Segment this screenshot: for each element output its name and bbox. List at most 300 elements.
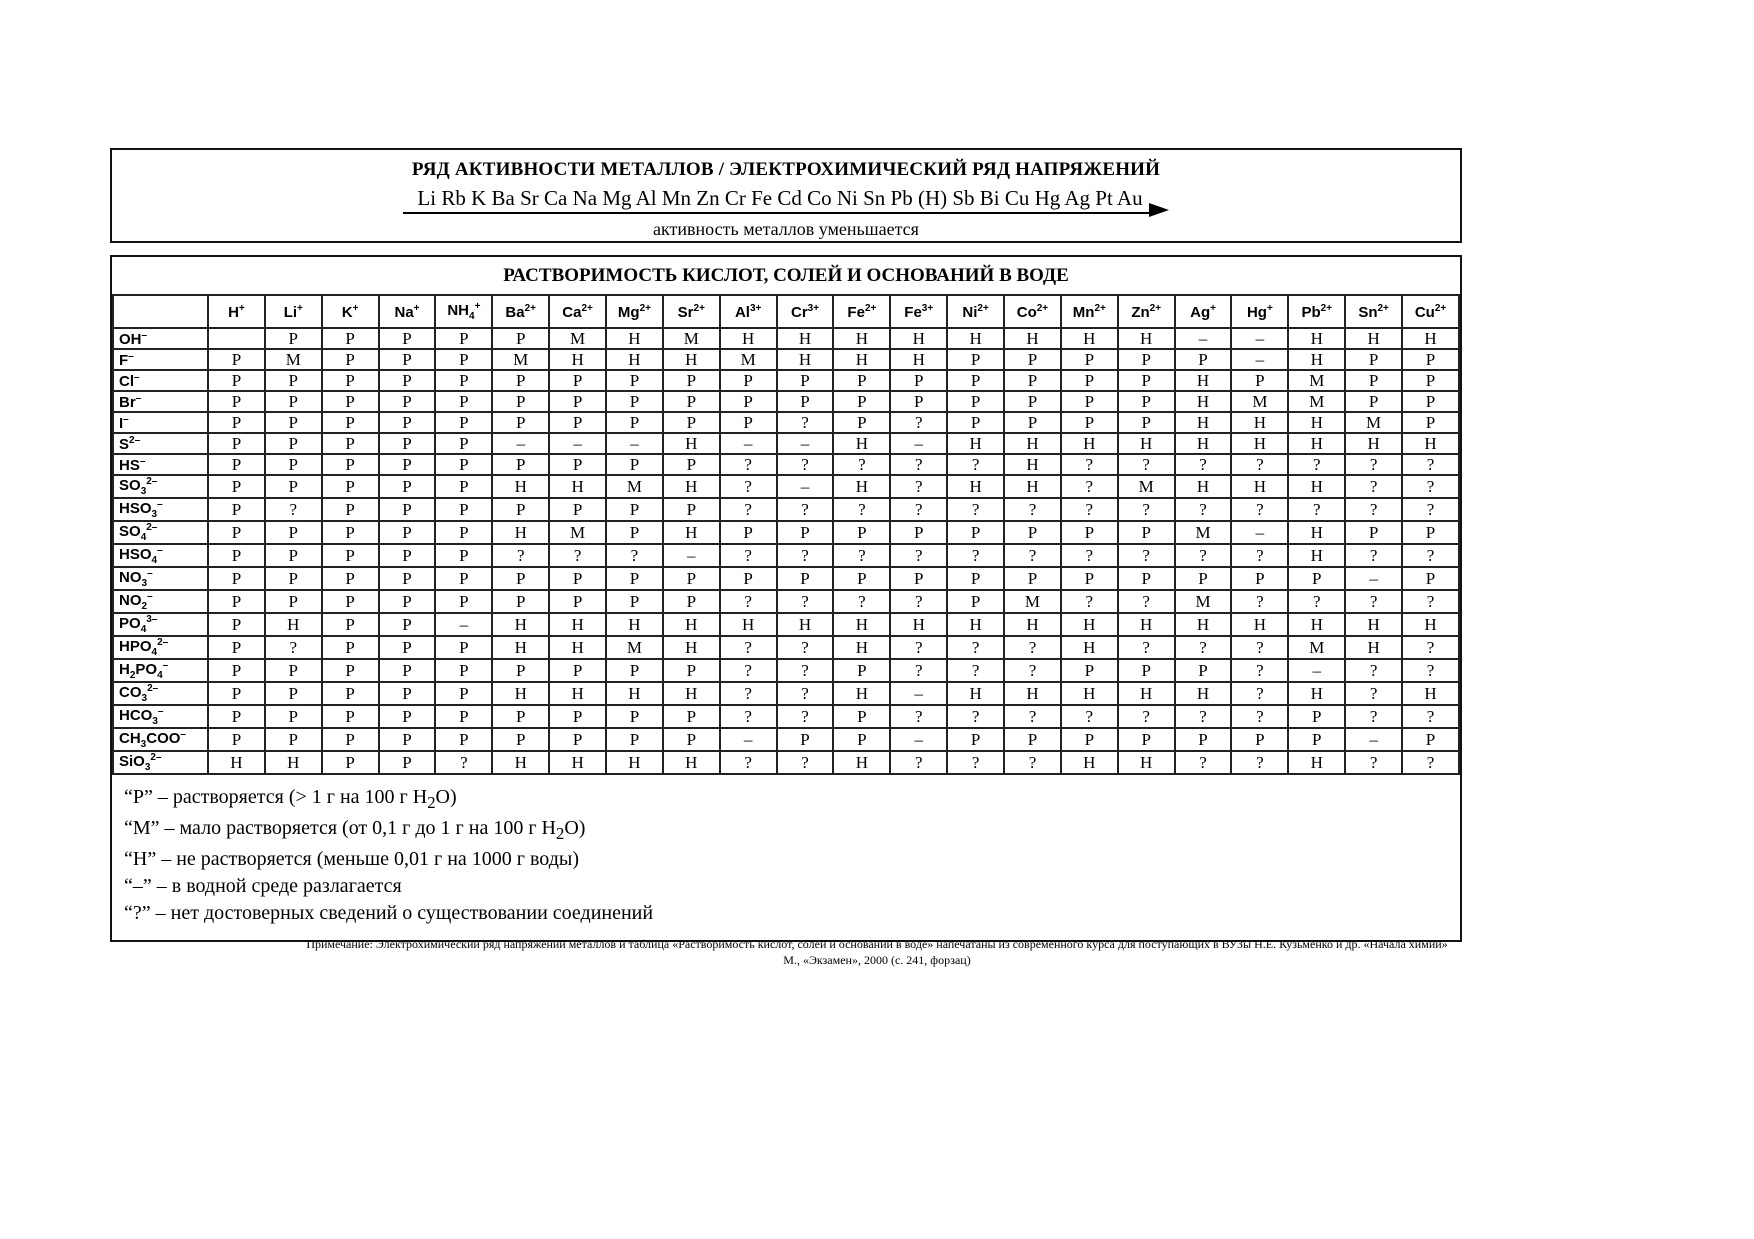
solubility-cell: Р (833, 659, 890, 682)
legend-line: “Р” – растворяется (> 1 г на 100 г $H_2O$) (124, 786, 457, 812)
solubility-cell: Р (606, 498, 663, 521)
solubility-cell: Р (1118, 370, 1175, 391)
solubility-cell: Р (379, 391, 436, 412)
solubility-cell: Н (1004, 433, 1061, 454)
solubility-cell: ? (777, 412, 834, 433)
solubility-cell: Р (1061, 412, 1118, 433)
solubility-cell: Р (890, 521, 947, 544)
solubility-cell: Р (606, 370, 663, 391)
solubility-cell: Р (1118, 659, 1175, 682)
solubility-cell: Р (322, 498, 379, 521)
activity-series-box (110, 148, 1462, 243)
anion-label: $HSO_4^-$ (113, 544, 208, 567)
solubility-cell: Р (322, 636, 379, 659)
solubility-cell: Н (606, 751, 663, 774)
solubility-cell: Р (379, 433, 436, 454)
cation-header: $Al^{3+}$ (720, 295, 777, 328)
activity-series-elements: Li Rb K Ba Sr Ca Na Mg Al Mn Zn Cr Fe Cd Co Ni Sn Pb (H) Sb Bi Cu Hg Ag Pt Au (403, 185, 1154, 214)
solubility-cell: Р (379, 705, 436, 728)
solubility-cell: Р (1118, 412, 1175, 433)
anion-row (113, 728, 1459, 751)
solubility-cell: ? (1402, 544, 1459, 567)
solubility-cell: Р (1004, 728, 1061, 751)
solubility-cell: Р (1231, 567, 1288, 590)
solubility-cell: ? (1288, 454, 1345, 475)
solubility-cell: ? (890, 498, 947, 521)
solubility-cell: Н (1288, 433, 1345, 454)
solubility-cell: Р (265, 412, 322, 433)
legend-line: “?” – нет достоверных сведений о существовании соединений (124, 901, 654, 924)
solubility-cell: Н (663, 433, 720, 454)
solubility-cell: ? (833, 590, 890, 613)
solubility-cell: Р (265, 544, 322, 567)
solubility-cell: Р (208, 613, 265, 636)
solubility-cell: Р (208, 454, 265, 475)
solubility-cell: ? (720, 682, 777, 705)
solubility-cell: Р (435, 590, 492, 613)
solubility-cell: Р (435, 498, 492, 521)
solubility-cell: Р (208, 521, 265, 544)
solubility-cell: Р (1004, 567, 1061, 590)
solubility-cell: ? (1231, 682, 1288, 705)
solubility-cell: Р (549, 705, 606, 728)
anion-label: $NO_3^-$ (113, 567, 208, 590)
solubility-cell: ? (1231, 544, 1288, 567)
solubility-cell: Р (663, 728, 720, 751)
solubility-cell: М (492, 349, 549, 370)
anion-row (113, 391, 1459, 412)
solubility-cell: Р (208, 705, 265, 728)
solubility-cell: Р (1288, 705, 1345, 728)
solubility-cell: – (890, 728, 947, 751)
solubility-cell: Р (947, 521, 1004, 544)
solubility-cell: ? (777, 544, 834, 567)
solubility-cell: Р (947, 590, 1004, 613)
solubility-cell: Р (777, 391, 834, 412)
solubility-cell: Р (265, 728, 322, 751)
solubility-cell: Р (379, 544, 436, 567)
footnote-line1: Примечание: Электрохимический ряд напряжений металлов и таблица «Растворимость кислот, солей и оснований в воде» напечатаны из современного курса для поступающих в ВУЗы Н.Е. Кузьменко и др. «Начала химии» (306, 937, 1448, 951)
legend-line: “М” – мало растворяется (от 0,1 г до 1 г на 100 г $H_2O$) (124, 816, 586, 843)
solubility-cell: ? (1004, 659, 1061, 682)
solubility-cell: Р (435, 521, 492, 544)
cation-header: $Pb^{2+}$ (1288, 295, 1345, 328)
solubility-cell: Р (265, 454, 322, 475)
solubility-cell: Р (1402, 567, 1459, 590)
solubility-cell: ? (1061, 475, 1118, 498)
anion-row (113, 682, 1459, 705)
cation-header: $NH_4^+$ (435, 295, 492, 328)
solubility-cell: ? (777, 751, 834, 774)
cation-header: $Co^{2+}$ (1004, 295, 1061, 328)
solubility-cell: Р (435, 636, 492, 659)
solubility-cell: Р (435, 412, 492, 433)
solubility-cell: Н (1288, 521, 1345, 544)
solubility-cell: Р (1345, 370, 1402, 391)
solubility-cell: Р (1402, 728, 1459, 751)
solubility-cell: Н (777, 613, 834, 636)
solubility-cell: Н (1345, 433, 1402, 454)
solubility-cell: ? (720, 751, 777, 774)
solubility-cell: Р (947, 370, 1004, 391)
solubility-cell: Р (1004, 349, 1061, 370)
solubility-cell: ? (1175, 544, 1232, 567)
solubility-cell: Р (322, 751, 379, 774)
anion-row (113, 590, 1459, 613)
solubility-cell: Р (1004, 521, 1061, 544)
solubility-cell: Н (1288, 328, 1345, 349)
solubility-cell: Н (833, 682, 890, 705)
solubility-cell: М (1004, 590, 1061, 613)
solubility-cell: Н (663, 751, 720, 774)
anion-row (113, 705, 1459, 728)
solubility-cell: Р (606, 590, 663, 613)
solubility-cell: Н (1118, 682, 1175, 705)
solubility-cell: ? (1175, 636, 1232, 659)
solubility-cell: Р (265, 391, 322, 412)
solubility-cell: ? (1402, 659, 1459, 682)
solubility-cell: Р (947, 567, 1004, 590)
footnote-line2: М., «Экзамен», 2000 (с. 241, форзац) (783, 953, 971, 968)
anion-label: $CO_3^{2-}$ (113, 682, 208, 705)
solubility-cell: ? (1004, 751, 1061, 774)
solubility-cell: Р (549, 370, 606, 391)
solubility-cell: – (1288, 659, 1345, 682)
solubility-cell: ? (720, 544, 777, 567)
solubility-cell: М (606, 475, 663, 498)
solubility-cell: Р (435, 433, 492, 454)
solubility-cell: Н (1231, 433, 1288, 454)
solubility-cell: Р (833, 412, 890, 433)
solubility-cell: Р (379, 370, 436, 391)
solubility-cell: Н (549, 349, 606, 370)
solubility-cell: Р (322, 659, 379, 682)
solubility-cell: Н (492, 682, 549, 705)
solubility-cell: Р (379, 659, 436, 682)
solubility-cell: Н (1231, 475, 1288, 498)
solubility-cell: Р (1004, 370, 1061, 391)
solubility-cell: Н (1175, 613, 1232, 636)
solubility-cell: Р (1175, 349, 1232, 370)
solubility-cell: ? (1345, 705, 1402, 728)
solubility-cell: Н (1288, 412, 1345, 433)
solubility-cell: ? (1345, 475, 1402, 498)
solubility-cell: Н (606, 682, 663, 705)
solubility-cell: Р (208, 370, 265, 391)
solubility-cell: Р (1345, 349, 1402, 370)
solubility-cell: Р (379, 636, 436, 659)
solubility-cell: Р (663, 498, 720, 521)
solubility-cell: ? (777, 636, 834, 659)
solubility-cell: ? (1175, 498, 1232, 521)
solubility-cell: Н (549, 636, 606, 659)
solubility-cell: Н (1004, 682, 1061, 705)
solubility-cell: ? (1345, 544, 1402, 567)
solubility-cell: ? (1402, 705, 1459, 728)
solubility-cell: – (720, 433, 777, 454)
solubility-cell: Р (379, 590, 436, 613)
solubility-cell: ? (720, 590, 777, 613)
solubility-cell: Р (720, 412, 777, 433)
solubility-cell: Р (549, 567, 606, 590)
solubility-cell: – (777, 433, 834, 454)
solubility-cell: Н (833, 349, 890, 370)
solubility-cell: Р (663, 412, 720, 433)
solubility-cell: ? (1061, 544, 1118, 567)
cation-header: K+ (322, 295, 379, 328)
solubility-cell: ? (1231, 454, 1288, 475)
solubility-cell: Р (1402, 370, 1459, 391)
solubility-cell: – (890, 433, 947, 454)
solubility-cell: Н (1118, 328, 1175, 349)
anion-row (113, 370, 1459, 391)
solubility-cell: Р (322, 567, 379, 590)
anion-label: OH– (113, 328, 208, 349)
solubility-cell: Н (947, 613, 1004, 636)
solubility-cell: Р (435, 705, 492, 728)
solubility-cell: Н (833, 613, 890, 636)
solubility-cell: ? (1345, 751, 1402, 774)
solubility-cell: Р (606, 412, 663, 433)
solubility-cell: Р (322, 412, 379, 433)
solubility-cell: Н (1288, 751, 1345, 774)
solubility-cell: Р (322, 682, 379, 705)
cation-header: Hg+ (1231, 295, 1288, 328)
legend (112, 775, 1460, 940)
solubility-cell: Н (833, 433, 890, 454)
solubility-cell: Н (1345, 613, 1402, 636)
solubility-cell: ? (720, 705, 777, 728)
solubility-cell: Н (890, 349, 947, 370)
anion-row (113, 433, 1459, 454)
solubility-cell: Р (265, 521, 322, 544)
solubility-cell: Р (208, 433, 265, 454)
solubility-cell: Р (606, 705, 663, 728)
solubility-cell: Н (663, 521, 720, 544)
activity-series-title: РЯД АКТИВНОСТИ МЕТАЛЛОВ / ЭЛЕКТРОХИМИЧЕСКИЙ РЯД НАПРЯЖЕНИЙ (411, 159, 1161, 180)
solubility-cell: М (663, 328, 720, 349)
anion-row (113, 659, 1459, 682)
anion-label: $SO_3^{2-}$ (113, 475, 208, 498)
solubility-cell: Н (833, 328, 890, 349)
solubility-cell: Н (1175, 391, 1232, 412)
solubility-cell: Н (549, 475, 606, 498)
solubility-cell: Р (1345, 391, 1402, 412)
solubility-cell: Р (1061, 521, 1118, 544)
solubility-cell: Н (492, 751, 549, 774)
solubility-cell: Р (777, 728, 834, 751)
solubility-cell: Р (1061, 567, 1118, 590)
solubility-cell: ? (265, 636, 322, 659)
solubility-cell: Р (379, 412, 436, 433)
solubility-cell: Н (777, 349, 834, 370)
solubility-cell: Р (265, 590, 322, 613)
solubility-cell: ? (777, 454, 834, 475)
solubility-cell: Р (777, 567, 834, 590)
solubility-cell: Н (1288, 682, 1345, 705)
solubility-cell: Р (208, 590, 265, 613)
solubility-cell: – (720, 728, 777, 751)
solubility-cell: Р (379, 682, 436, 705)
solubility-cell: Н (833, 751, 890, 774)
solubility-cell: ? (890, 636, 947, 659)
anion-row (113, 544, 1459, 567)
solubility-cell: ? (720, 454, 777, 475)
anion-row (113, 567, 1459, 590)
anion-row (113, 751, 1459, 774)
solubility-cell: Р (890, 370, 947, 391)
solubility-cell: Р (663, 705, 720, 728)
solubility-cell: Р (606, 728, 663, 751)
solubility-cell: Р (947, 728, 1004, 751)
solubility-cell: ? (1118, 705, 1175, 728)
solubility-cell: Р (1231, 370, 1288, 391)
solubility-cell: ? (777, 705, 834, 728)
solubility-cell: Р (1118, 567, 1175, 590)
solubility-cell: Р (492, 328, 549, 349)
anion-label: F– (113, 349, 208, 370)
solubility-cell: – (1231, 521, 1288, 544)
solubility-cell: Р (833, 567, 890, 590)
anion-label: $NO_2^-$ (113, 590, 208, 613)
solubility-cell: Н (720, 613, 777, 636)
solubility-cell: М (606, 636, 663, 659)
solubility-cell: Р (663, 590, 720, 613)
anion-row (113, 521, 1459, 544)
solubility-cell: ? (890, 412, 947, 433)
anion-label: $H_2PO_4^-$ (113, 659, 208, 682)
solubility-cell: Н (777, 328, 834, 349)
solubility-cell: ? (777, 590, 834, 613)
solubility-cell: Р (435, 728, 492, 751)
solubility-cell: Н (208, 751, 265, 774)
solubility-table-head (113, 295, 1459, 328)
solubility-cell: Р (265, 705, 322, 728)
solubility-cell: Р (606, 521, 663, 544)
solubility-cell: Р (322, 328, 379, 349)
solubility-cell: Р (1231, 728, 1288, 751)
anion-label: $CH_3COO^-$ (113, 728, 208, 751)
cation-header: $Mg^{2+}$ (606, 295, 663, 328)
activity-series-caption: активность металлов уменьшается (653, 219, 919, 239)
solubility-cell: Р (1288, 728, 1345, 751)
solubility-cell: Н (833, 636, 890, 659)
solubility-cell: Н (1345, 636, 1402, 659)
solubility-cell: Р (833, 370, 890, 391)
solubility-cell: Р (1402, 349, 1459, 370)
corner-cell (113, 295, 208, 328)
anion-label: $S^{2-}$ (113, 433, 208, 454)
anion-label: Br– (113, 391, 208, 412)
anion-row (113, 475, 1459, 498)
solubility-cell: Р (435, 544, 492, 567)
solubility-cell: Р (549, 590, 606, 613)
solubility-cell: Н (1288, 544, 1345, 567)
solubility-cell: Н (947, 433, 1004, 454)
solubility-cell: Р (492, 391, 549, 412)
solubility-cell: Н (1061, 751, 1118, 774)
solubility-cell: Н (720, 328, 777, 349)
solubility-cell: ? (549, 544, 606, 567)
anion-label: $PO_4^{3-}$ (113, 613, 208, 636)
solubility-cell: ? (1118, 636, 1175, 659)
solubility-cell: ? (265, 498, 322, 521)
solubility-cell: М (1345, 412, 1402, 433)
solubility-cell: – (606, 433, 663, 454)
solubility-cell: М (1175, 590, 1232, 613)
solubility-cell: ? (1402, 590, 1459, 613)
solubility-cell: ? (1061, 498, 1118, 521)
solubility-cell: Н (1004, 328, 1061, 349)
solubility-cell: Р (549, 498, 606, 521)
solubility-cell: Н (1345, 328, 1402, 349)
solubility-cell: ? (777, 498, 834, 521)
solubility-cell: Р (492, 728, 549, 751)
solubility-cell: Р (379, 751, 436, 774)
solubility-cell: Н (833, 475, 890, 498)
solubility-cell: Р (1061, 349, 1118, 370)
solubility-cell: Р (549, 659, 606, 682)
solubility-cell: Н (947, 682, 1004, 705)
solubility-cell: Н (1061, 613, 1118, 636)
solubility-cell: Н (606, 349, 663, 370)
solubility-cell: М (1175, 521, 1232, 544)
solubility-cell: Н (1402, 433, 1459, 454)
solubility-cell: ? (890, 544, 947, 567)
solubility-cell: Р (379, 349, 436, 370)
cation-header: $Ni^{2+}$ (947, 295, 1004, 328)
solubility-cell: Р (549, 728, 606, 751)
solubility-cell: ? (1231, 498, 1288, 521)
solubility-cell: Р (208, 659, 265, 682)
solubility-cell: Р (663, 370, 720, 391)
solubility-cell: Н (492, 521, 549, 544)
footnote (0, 936, 1754, 968)
solubility-cell: Р (379, 521, 436, 544)
solubility-cell: Н (663, 682, 720, 705)
solubility-cell: Н (549, 751, 606, 774)
solubility-cell: Р (208, 391, 265, 412)
solubility-cell: Р (265, 370, 322, 391)
arrow-right-icon (1149, 203, 1169, 217)
solubility-cell: Н (1175, 370, 1232, 391)
cation-header: $Sr^{2+}$ (663, 295, 720, 328)
solubility-cell: ? (1175, 751, 1232, 774)
solubility-cell: Н (549, 682, 606, 705)
solubility-cell: Р (322, 433, 379, 454)
solubility-cell: Р (1118, 391, 1175, 412)
solubility-cell: Р (435, 391, 492, 412)
solubility-cell: – (1231, 349, 1288, 370)
anion-label: $HCO_3^-$ (113, 705, 208, 728)
solubility-cell: Р (265, 433, 322, 454)
solubility-cell: Н (492, 613, 549, 636)
solubility-cell: ? (1061, 454, 1118, 475)
solubility-cell: Р (265, 475, 322, 498)
solubility-cell: ? (833, 454, 890, 475)
solubility-cell: Р (663, 454, 720, 475)
solubility-cell: ? (1175, 705, 1232, 728)
solubility-cell: Н (1402, 328, 1459, 349)
solubility-cell: Р (208, 567, 265, 590)
solubility-cell: Р (663, 659, 720, 682)
solubility-cell: Р (720, 567, 777, 590)
solubility-cell: Р (1061, 728, 1118, 751)
solubility-cell: Р (720, 391, 777, 412)
solubility-cell: Н (663, 636, 720, 659)
solubility-cell: М (1288, 391, 1345, 412)
solubility-cell: ? (1231, 636, 1288, 659)
